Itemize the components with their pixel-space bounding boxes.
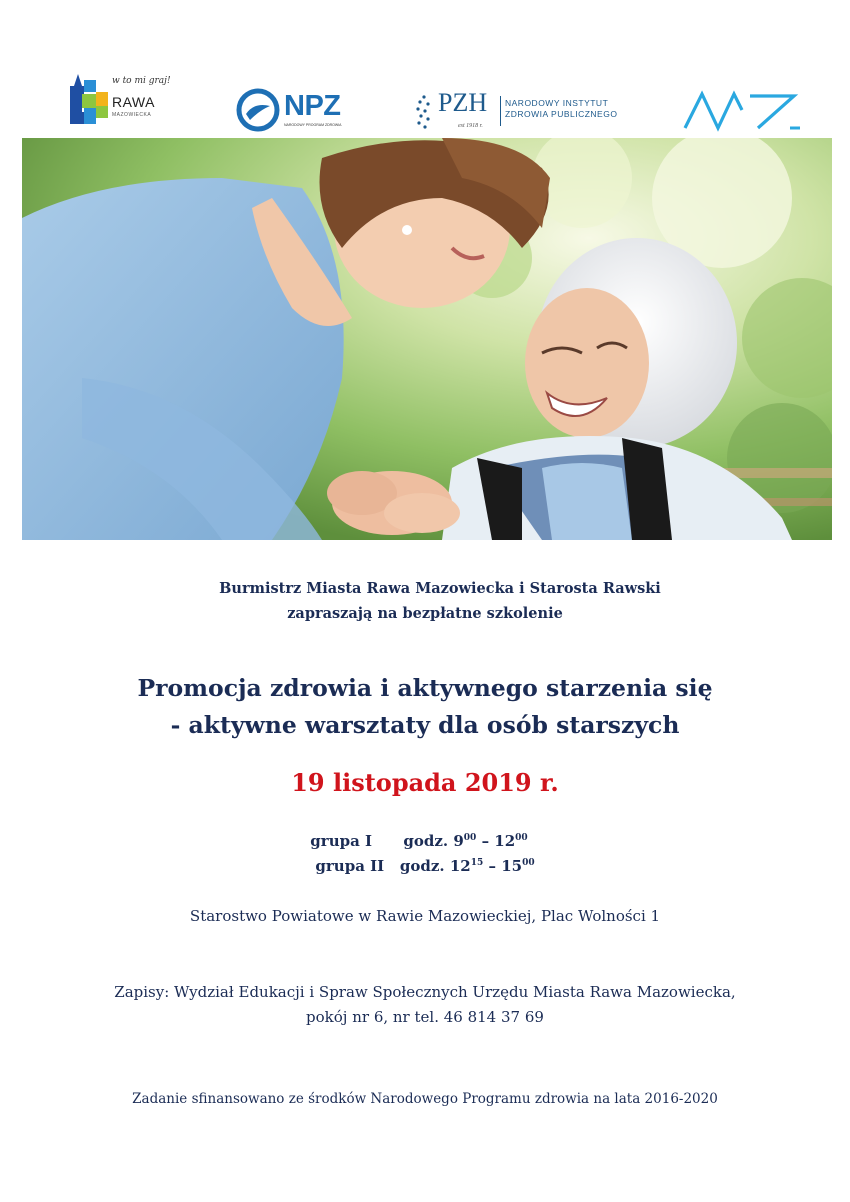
group-2-schedule [0, 857, 850, 875]
pzh-name-line1: NARODOWY INSTYTUT [505, 98, 609, 108]
pzh-logo [414, 90, 634, 135]
npz-name: NPZ [284, 90, 341, 122]
pzh-name-line2: ZDROWIA PUBLICZNEGO [505, 109, 618, 119]
photo-illustration [22, 138, 832, 540]
puzzle-icon [70, 72, 108, 124]
group-1-schedule [0, 832, 844, 850]
pzh-name: PZH [438, 88, 488, 117]
mz-logo [682, 88, 802, 133]
group-1-hours-label: godz. [403, 832, 449, 850]
nurse-and-senior-photo [22, 138, 832, 540]
group-1-start-hour: 9 [453, 832, 464, 850]
invite-line-2: zapraszają na bezpłatne szkolenie [287, 605, 563, 622]
rawa-name: RAWA [112, 94, 155, 110]
dna-dots-icon [414, 94, 434, 130]
mz-logo-icon [682, 88, 802, 133]
invite-line-1: Burmistrz Miasta Rawa Mazowiecka i Starosta Rawski [219, 580, 661, 597]
group-2-dash: – [488, 857, 496, 875]
npz-subtitle: NARODOWY PROGRAM ZDROWIA [284, 123, 342, 127]
npz-logo [236, 88, 366, 133]
signup-line-2: pokój nr 6, nr tel. 46 814 37 69 [306, 1008, 544, 1026]
group-2-name: grupa II [315, 857, 385, 875]
group-1-name: grupa I [310, 832, 373, 850]
pzh-full-name [505, 98, 617, 120]
rawa-slogan: w to mi graj! [112, 76, 171, 86]
group-2-start-hour: 12 [449, 857, 471, 875]
group-1-end-min: 00 [515, 833, 528, 843]
funding-note: Zadanie sfinansowano ze środków Narodowego Programu zdrowia na lata 2016-2020 [132, 1091, 718, 1107]
event-date: 19 listopada 2019 r. [291, 768, 559, 797]
pzh-established: est 1918 r. [458, 123, 483, 129]
group-1-dash: – [481, 832, 490, 850]
group-2-hours-label: godz. [399, 857, 445, 875]
event-title-line-2: - aktywne warsztaty dla osób starszych [170, 711, 680, 739]
group-2-end-hour: 15 [501, 857, 523, 875]
group-1-end-hour: 12 [494, 832, 516, 850]
logo-bar [0, 0, 850, 140]
event-title-line-1: Promocja zdrowia i aktywnego starzenia się [137, 674, 713, 702]
npz-swirl-icon [236, 88, 280, 132]
pzh-divider [500, 96, 501, 126]
signup-line-1: Zapisy: Wydział Edukacji i Spraw Społecznych Urzędu Miasta Rawa Mazowiecka, [114, 983, 736, 1001]
group-1-start-min: 00 [463, 833, 477, 843]
group-2-start-min: 15 [470, 858, 484, 868]
group-2-end-min: 00 [522, 858, 535, 868]
event-location: Starostwo Powiatowe w Rawie Mazowieckiej, Plac Wolności 1 [189, 907, 661, 925]
rawa-subtitle: MAZOWIECKA [112, 112, 152, 118]
rawa-mazowiecka-logo [70, 72, 190, 132]
